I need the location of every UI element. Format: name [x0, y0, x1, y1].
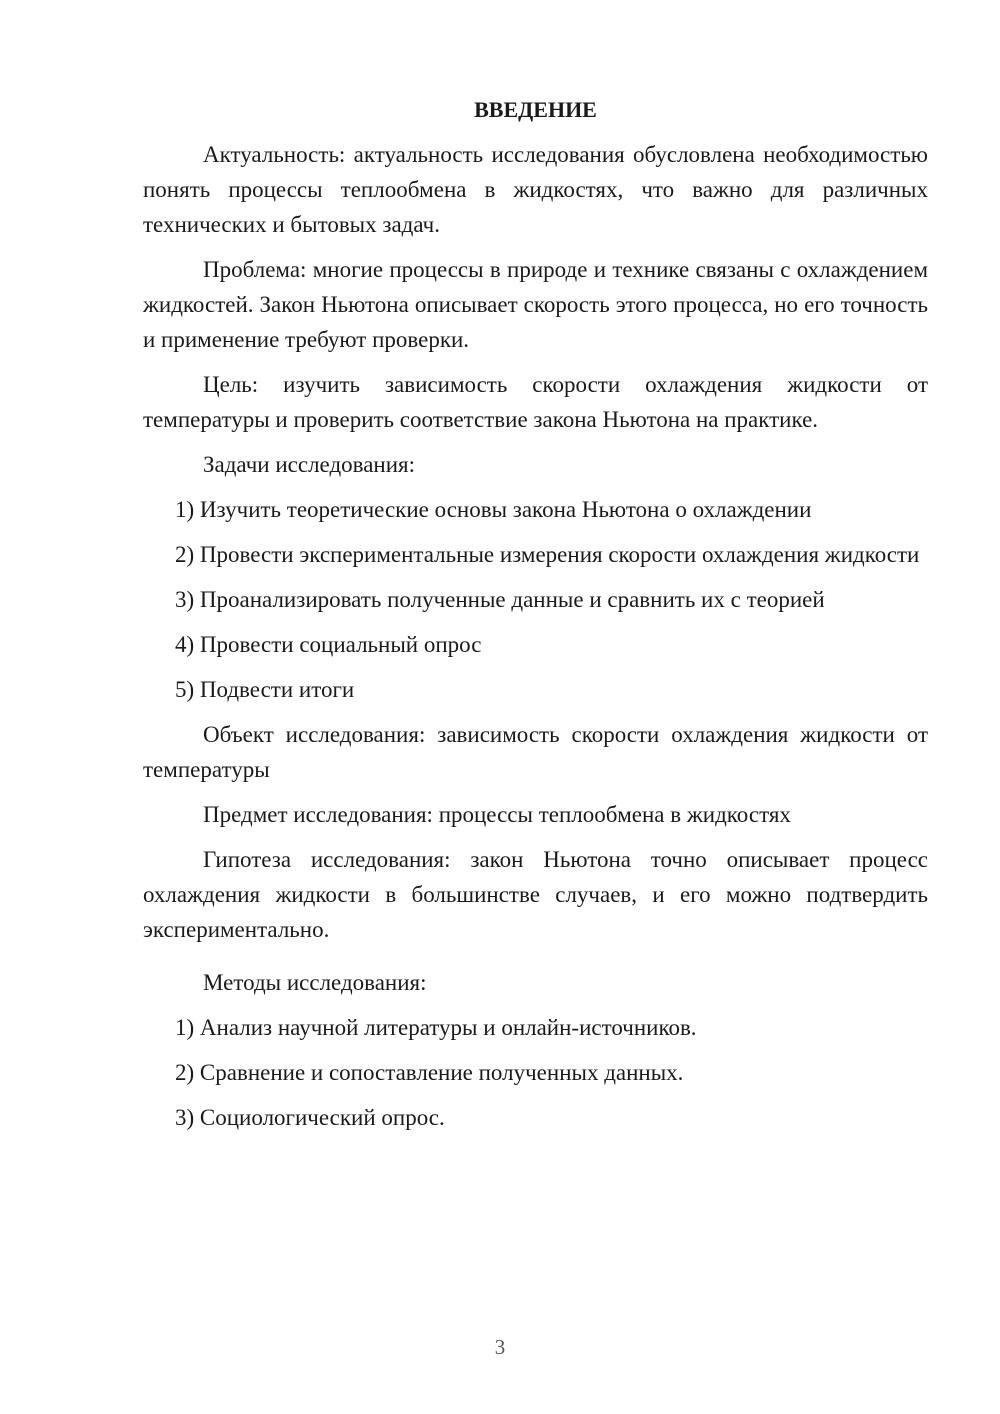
task-item-4: 4) Провести социальный опрос: [175, 632, 482, 657]
paragraph-problem: Проблема: многие процессы в природе и технике связаны с охлаждением жидкостей. Закон Ньютона описывает скорость этого процесса, но его точность и применение требуют проверки.: [143, 257, 928, 352]
paragraph-hypothesis: Гипотеза исследования: закон Ньютона точно описывает процесс охлаждения жидкости в большинстве случаев, и его можно подтвердить экспериментально.: [143, 847, 928, 942]
paragraph-relevance: Актуальность: актуальность исследования обусловлена необходимостью понять процессы теплообмена в жидкостях, что важно для различных технических и бытовых задач.: [143, 142, 928, 237]
section-heading: ВВЕДЕНИЕ: [474, 97, 597, 122]
paragraph-goal: Цель: изучить зависимость скорости охлаждения жидкости от температуры и проверить соответствие закона Ньютона на практике.: [143, 372, 928, 432]
method-item-3: 3) Социологический опрос.: [175, 1105, 445, 1130]
methods-title: Методы исследования:: [203, 970, 427, 995]
paragraph-subject: Предмет исследования: процессы теплообмена в жидкостях: [203, 802, 791, 827]
task-item-5: 5) Подвести итоги: [175, 677, 355, 702]
method-item-2: 2) Сравнение и сопоставление полученных данных.: [175, 1060, 684, 1085]
page-content: [143, 92, 928, 1145]
task-item-2: 2) Провести экспериментальные измерения скорости охлаждения жидкости: [175, 542, 920, 567]
task-item-1: 1) Изучить теоретические основы закона Ньютона о охлаждении: [175, 497, 812, 522]
paragraph-object: Объект исследования: зависимость скорости охлаждения жидкости от температуры: [143, 722, 928, 782]
page-number: 3: [494, 1335, 506, 1359]
tasks-title: Задачи исследования:: [203, 452, 416, 477]
task-item-3: 3) Проанализировать полученные данные и сравнить их с теорией: [175, 587, 825, 612]
method-item-1: 1) Анализ научной литературы и онлайн-источников.: [175, 1015, 697, 1040]
